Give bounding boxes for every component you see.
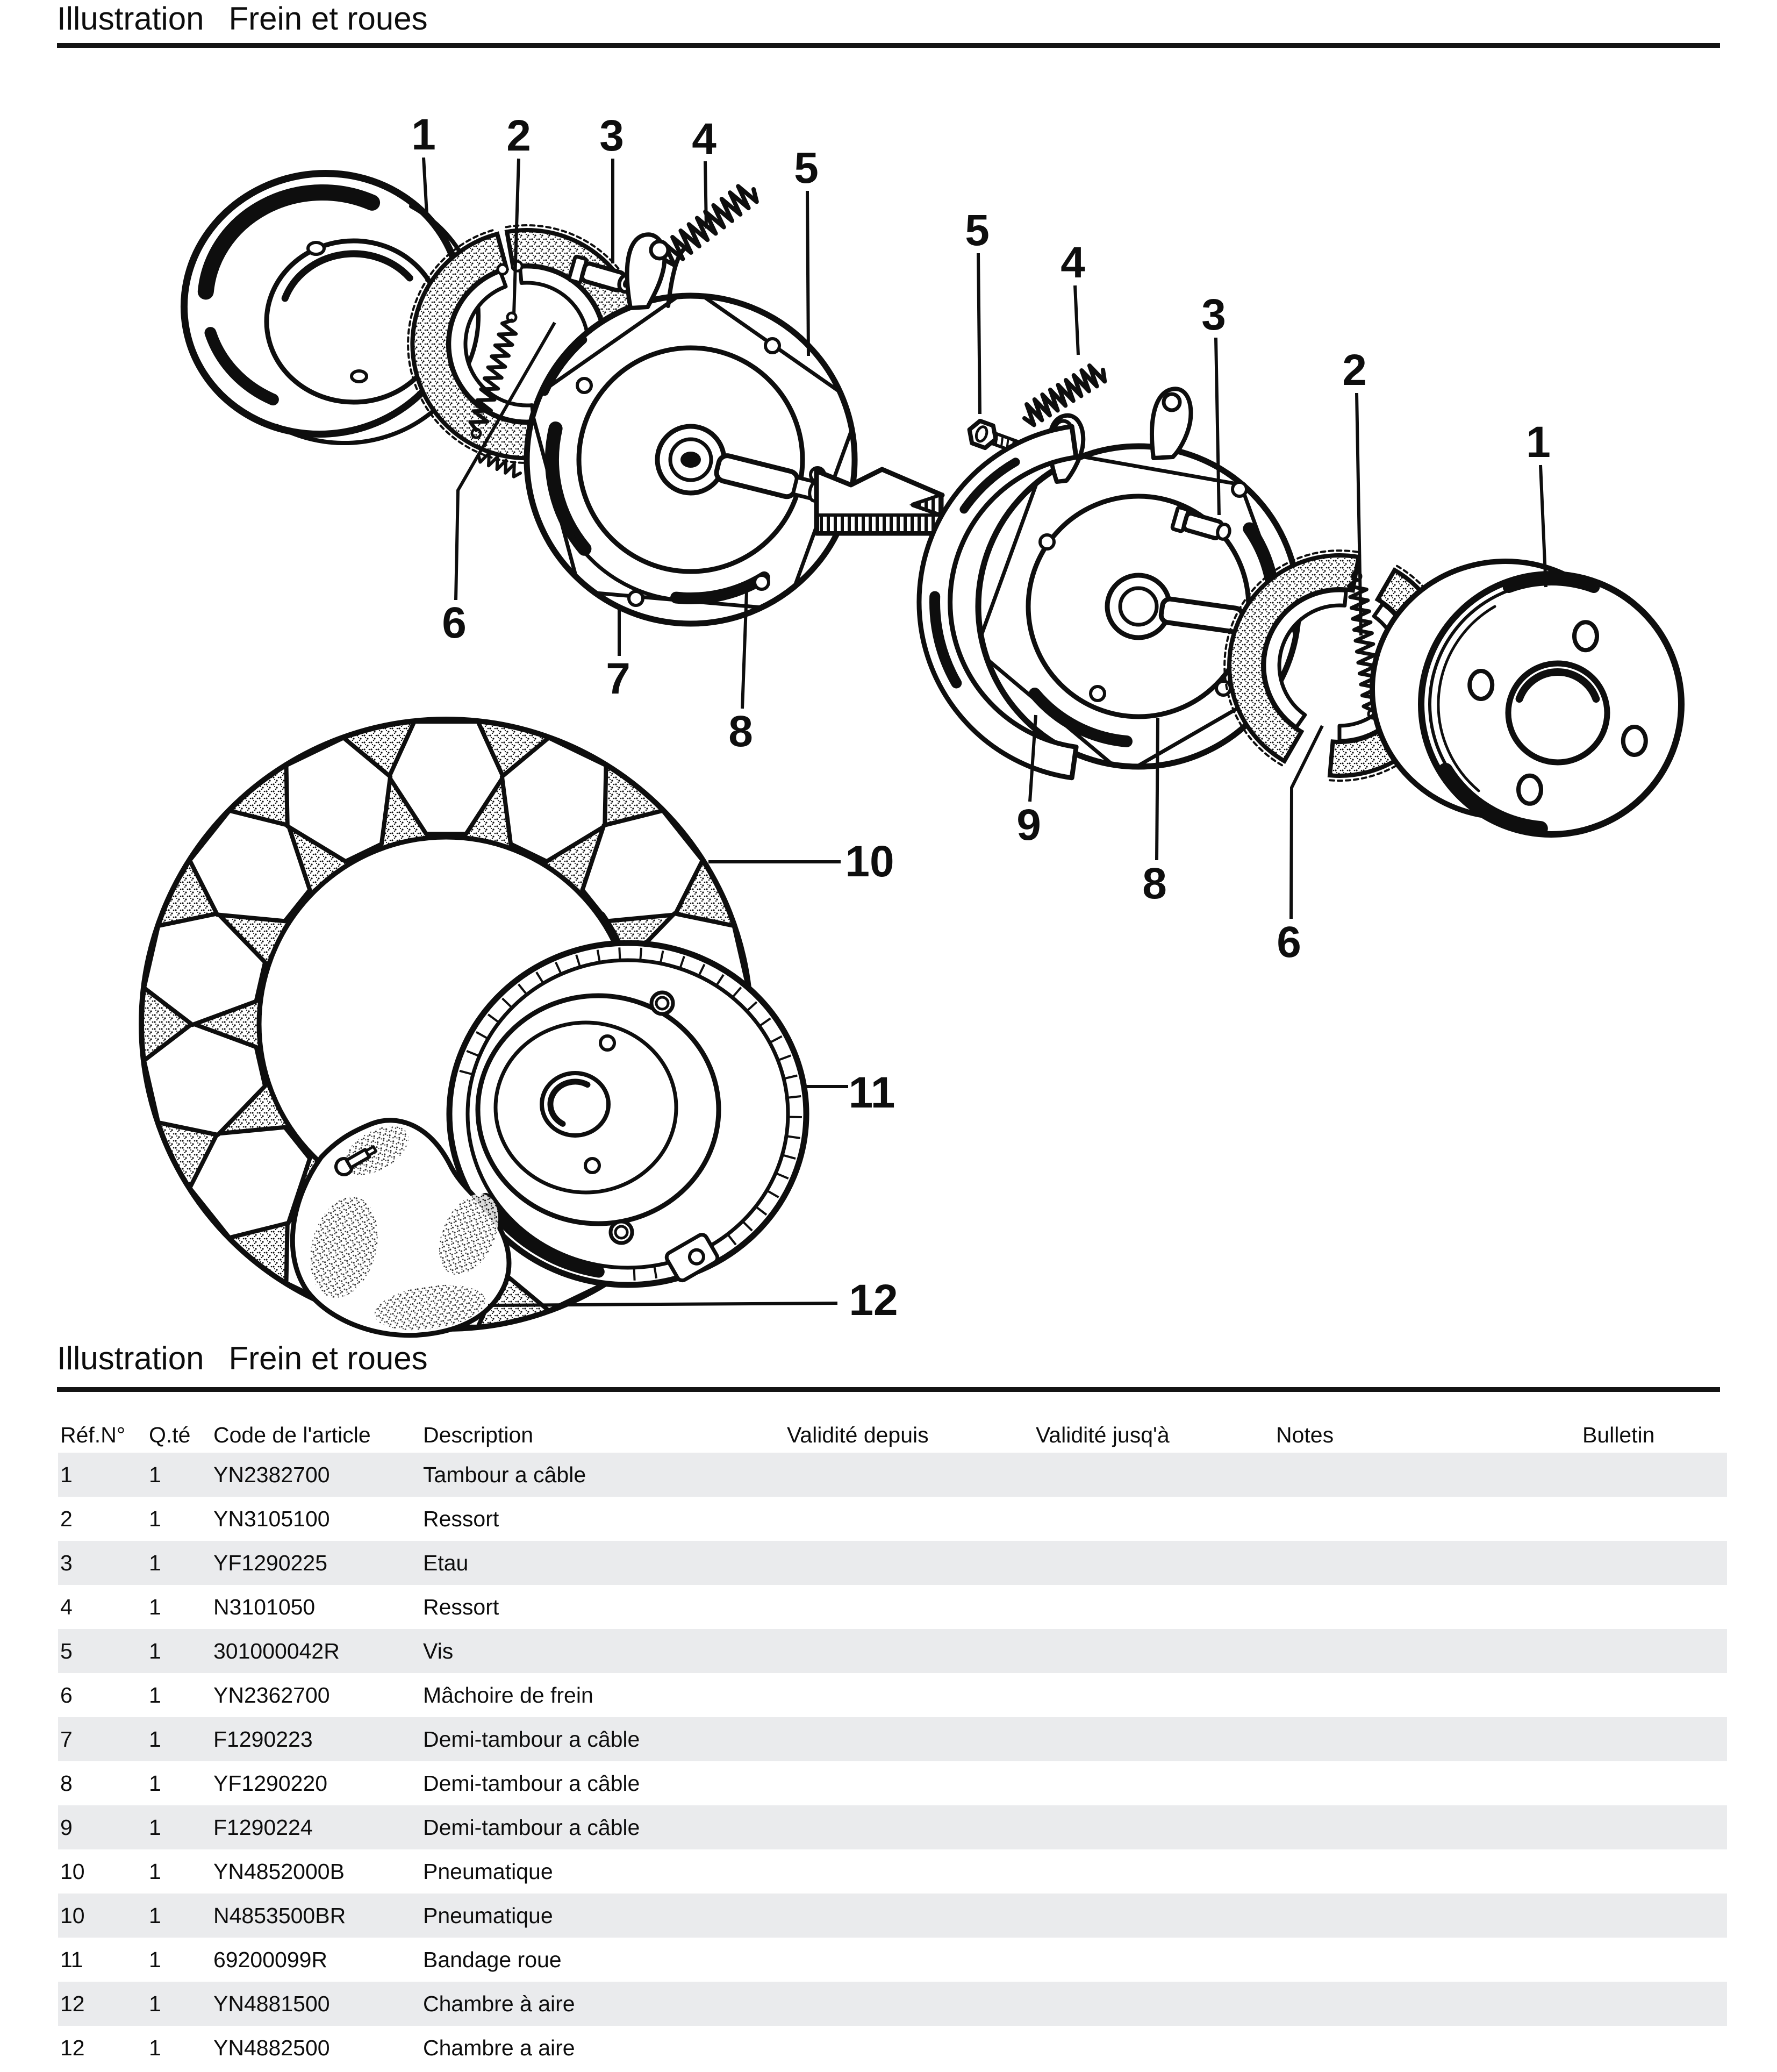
cell-desc: Pneumatique [423, 1903, 553, 1928]
cell-code: YN3105100 [213, 1506, 330, 1531]
cell-code: YF1290225 [213, 1550, 328, 1575]
callout-leader [1157, 718, 1158, 860]
cell-desc: Pneumatique [423, 1859, 553, 1884]
cell-ref: 9 [60, 1814, 73, 1840]
callout-number: 12 [849, 1276, 898, 1325]
cell-qty: 1 [149, 1770, 161, 1796]
cell-desc: Demi-tambour a câble [423, 1814, 640, 1840]
table-row [58, 1717, 1727, 1761]
cell-desc: Tambour a câble [423, 1462, 586, 1487]
cell-ref: 1 [60, 1462, 73, 1487]
cell-code: N4853500BR [213, 1903, 346, 1928]
cell-code: F1290224 [213, 1814, 313, 1840]
table-row [58, 1629, 1727, 1673]
cell-qty: 1 [149, 1638, 161, 1663]
cell-ref: 6 [60, 1682, 73, 1707]
col-desc: Description [423, 1422, 534, 1447]
cell-qty: 1 [149, 1903, 161, 1928]
callout-leader [1075, 285, 1078, 355]
callout-number: 9 [1016, 801, 1041, 849]
cell-ref: 10 [60, 1903, 85, 1928]
callout-number: 7 [606, 654, 630, 703]
table-row [58, 1453, 1727, 1497]
cell-qty: 1 [149, 1594, 161, 1619]
table-row [58, 2026, 1727, 2070]
cell-qty: 1 [149, 1859, 161, 1884]
page-title-name: Frein et roues [228, 1, 428, 37]
section-title-name: Frein et roues [228, 1340, 428, 1376]
callout-number: 8 [728, 707, 753, 756]
cell-qty: 1 [149, 1682, 161, 1707]
callout-leader [424, 158, 427, 214]
page-title-label: Illustration [57, 1, 204, 37]
section-title-label: Illustration [57, 1340, 204, 1376]
callout-number: 2 [506, 111, 531, 160]
col-valid-to: Validité jusq'à [1036, 1422, 1170, 1447]
cell-code: N3101050 [213, 1594, 316, 1619]
cell-ref: 11 [60, 1947, 83, 1972]
cell-ref: 12 [60, 1991, 85, 2016]
callout-leader [807, 191, 808, 356]
cell-code: YN2382700 [213, 1462, 330, 1487]
cell-code: YN4882500 [213, 2035, 330, 2060]
section-rule [57, 1387, 1720, 1392]
callout-number: 1 [1526, 418, 1551, 467]
table-row [58, 1497, 1727, 1541]
cell-code: 69200099R [213, 1947, 328, 1972]
callout-number: 10 [845, 837, 894, 886]
right-brake-drum [1372, 561, 1681, 834]
col-bulletin: Bulletin [1582, 1422, 1655, 1447]
cell-qty: 1 [149, 1947, 161, 1972]
cell-qty: 1 [149, 1550, 161, 1575]
cell-code: YN2362700 [213, 1682, 330, 1707]
callout-leader [488, 1303, 837, 1305]
cell-desc: Etau [423, 1550, 469, 1575]
cell-code: 301000042R [213, 1638, 340, 1663]
cell-desc: Ressort [423, 1594, 499, 1619]
table-row [58, 1541, 1727, 1585]
col-qty: Q.té [149, 1422, 191, 1447]
cell-ref: 2 [60, 1506, 73, 1531]
cell-desc: Bandage roue [423, 1947, 562, 1972]
cell-qty: 1 [149, 2035, 161, 2060]
cell-ref: 4 [60, 1594, 73, 1619]
cell-desc: Ressort [423, 1506, 499, 1531]
table-header [58, 1418, 1727, 1452]
cell-desc: Mâchoire de frein [423, 1682, 593, 1707]
cell-ref: 8 [60, 1770, 73, 1796]
cell-desc: Demi-tambour a câble [423, 1770, 640, 1796]
table-row [58, 1938, 1727, 1982]
table-row [58, 1849, 1727, 1894]
col-ref: Réf.N° [60, 1422, 126, 1447]
callout-number: 5 [965, 206, 990, 255]
table-row [58, 1761, 1727, 1805]
callout-number: 3 [1201, 290, 1226, 339]
direction-symbol [816, 469, 942, 533]
cell-desc: Chambre à aire [423, 1991, 575, 2016]
cell-qty: 1 [149, 1462, 161, 1487]
table-row [58, 1805, 1727, 1849]
cell-ref: 5 [60, 1638, 73, 1663]
callout-number: 3 [599, 111, 624, 160]
left-spring [663, 186, 757, 265]
cell-desc: Chambre a aire [423, 2035, 575, 2060]
callout-number: 4 [692, 115, 716, 163]
col-notes: Notes [1276, 1422, 1334, 1447]
cell-code: YN4852000B [213, 1859, 345, 1884]
table-row [58, 1585, 1727, 1629]
callout-leader [705, 161, 706, 228]
callout-number: 5 [794, 144, 819, 192]
table-row [58, 1894, 1727, 1938]
cell-qty: 1 [149, 1726, 161, 1752]
cell-code: YN4881500 [213, 1991, 330, 2016]
callout-number: 4 [1061, 238, 1085, 287]
col-valid-from: Validité depuis [787, 1422, 929, 1447]
cell-ref: 10 [60, 1859, 85, 1884]
cell-qty: 1 [149, 1991, 161, 2016]
cell-ref: 7 [60, 1726, 73, 1752]
cell-qty: 1 [149, 1814, 161, 1840]
table-row [58, 1982, 1727, 2026]
cell-qty: 1 [149, 1506, 161, 1531]
callout-number: 8 [1142, 859, 1167, 908]
callout-number: 2 [1342, 346, 1367, 395]
cell-code: F1290223 [213, 1726, 313, 1752]
cell-ref: 3 [60, 1550, 73, 1575]
col-code: Code de l'article [213, 1422, 371, 1447]
section-title [57, 1340, 428, 1377]
parts-table [58, 1453, 1727, 2070]
callout-leader [1291, 726, 1322, 919]
cell-ref: 12 [60, 2035, 85, 2060]
cell-desc: Demi-tambour a câble [423, 1726, 640, 1752]
cell-desc: Vis [423, 1638, 454, 1663]
callout-number: 6 [1277, 918, 1301, 967]
callout-number: 1 [411, 110, 436, 159]
cell-code: YF1290220 [213, 1770, 328, 1796]
callout-number: 11 [848, 1068, 895, 1117]
callout-leader [978, 253, 980, 414]
table-row [58, 1673, 1727, 1717]
callout-number: 6 [442, 598, 467, 647]
